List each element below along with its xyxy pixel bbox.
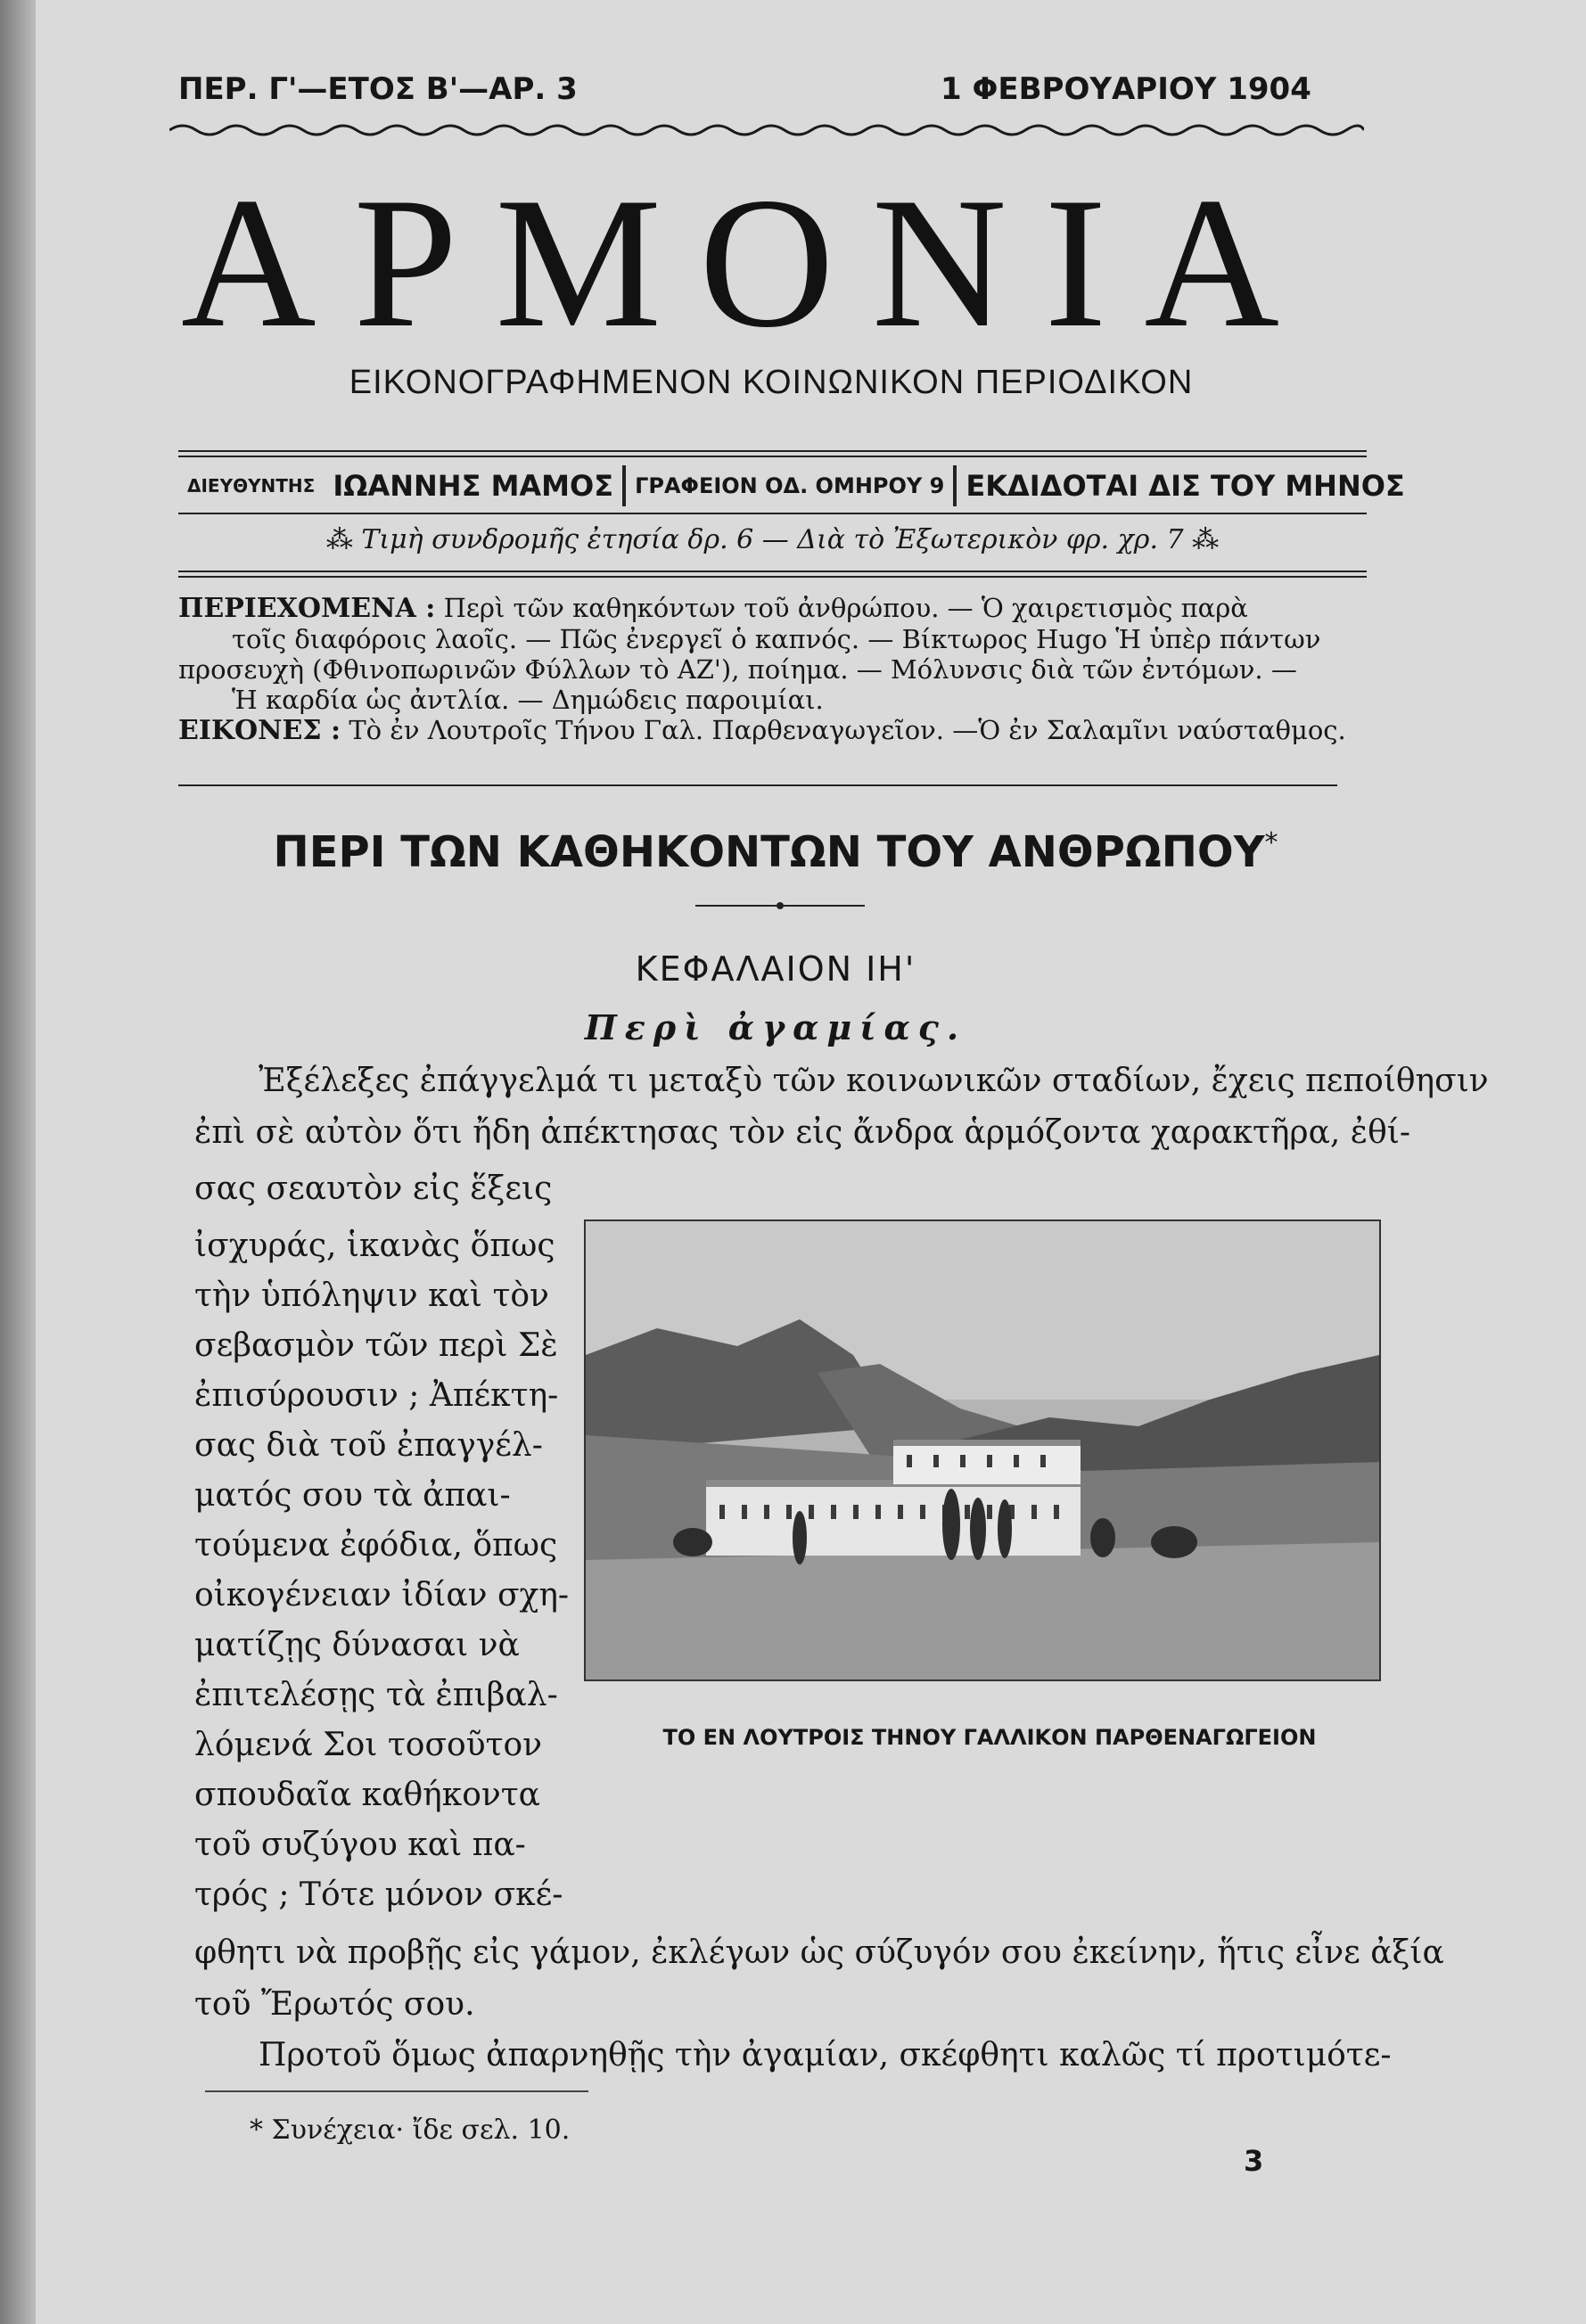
table-of-contents bbox=[178, 593, 1373, 746]
body-line: σας σεαυτὸν εἰς ἕξεις bbox=[194, 1170, 553, 1207]
column-line: λόμενά Σοι τοσοῦτον bbox=[194, 1727, 543, 1763]
footnote-rule bbox=[205, 2090, 588, 2092]
column-line: σας διὰ τοῦ ἐπαγγέλ- bbox=[194, 1427, 543, 1464]
column-line: ματίζῃς δύνασαι νὰ bbox=[194, 1627, 520, 1663]
divider-ornament bbox=[695, 899, 865, 913]
photo-illustration bbox=[586, 1221, 1379, 1679]
article-title-text: ΠΕΡΙ ΤΩΝ ΚΑΘΗΚΟΝΤΩΝ ΤΟΥ ΑΝΘΡΩΠΟΥ bbox=[273, 827, 1265, 877]
masthead-subtitle: ΕΙΚΟΝΟΓΡΑΦΗΜΕΝΟΝ ΚΟΙΝΩΝΙΚΟΝ ΠΕΡΙΟΔΙΚΟΝ bbox=[349, 364, 1194, 401]
column-line: τοῦ συζύγου καὶ πα- bbox=[194, 1827, 526, 1863]
column-line: τρός ; Τότε μόνον σκέ- bbox=[194, 1876, 563, 1913]
journal-page bbox=[36, 0, 1586, 2324]
ornament-right: ⁂ bbox=[1183, 524, 1220, 555]
info-rule-top bbox=[178, 450, 1367, 452]
issue-info: ΠΕΡ. Γ'—ΕΤΟΣ Β'—ΑΡ. 3 bbox=[178, 71, 578, 107]
contents-line: προσευχὴ (Φθινοπωρινῶν Φύλλων τὸ ΑΖ'), ποίημα. — Μόλυνσις διὰ τῶν ἐντόμων. — bbox=[178, 654, 1297, 685]
contents-line: Ἡ καρδία ὡς ἀντλία. — Δημώδεις παροιμίαι. bbox=[232, 685, 824, 715]
convent-photograph bbox=[584, 1219, 1381, 1681]
contents-rule-bottom bbox=[178, 784, 1337, 786]
page-edge-shadow bbox=[0, 0, 36, 2324]
price-text: Τιμὴ συνδρομῆς ἐτησία δρ. 6 — Διὰ τὸ Ἐξωτερικὸν φρ. χρ. 7 bbox=[361, 524, 1184, 555]
contents-line: τοῖς διαφόροις λαοῖς. — Πῶς ἐνεργεῖ ὁ καπνός. — Βίκτωρος Hugo Ἡ ὑπὲρ πάντων bbox=[232, 624, 1321, 654]
info-bar bbox=[178, 464, 1405, 508]
column-line: σπουδαῖα καθήκοντα bbox=[194, 1777, 540, 1813]
body-line: τοῦ Ἔρωτός σου. bbox=[194, 1986, 475, 2023]
column-line: σεβασμὸν τῶν περὶ Σὲ bbox=[194, 1327, 558, 1364]
section-subheading: Περὶ ἀγαμίας. bbox=[584, 1007, 967, 1047]
footnote-mark: * bbox=[1264, 827, 1278, 858]
column-line: ἰσχυράς, ἱκανὰς ὅπως bbox=[194, 1228, 555, 1264]
contents-rule-top bbox=[178, 571, 1367, 572]
body-line: Προτοῦ ὅμως ἀπαρνηθῇς τὴν ἀγαμίαν, σκέφθητι καλῶς τί προτιμότε- bbox=[259, 2037, 1392, 2074]
contents-rule-top-2 bbox=[178, 576, 1367, 578]
body-column bbox=[194, 1221, 587, 1920]
column-line: ματός σου τὰ ἀπαι- bbox=[194, 1477, 511, 1514]
page-number: 3 bbox=[1244, 2144, 1264, 2178]
ornament-left: ⁂ bbox=[325, 524, 362, 555]
column-line: τὴν ὑπόληψιν καὶ τὸν bbox=[194, 1277, 549, 1314]
column-line: ἐπιτελέσῃς τὰ ἐπιβαλ- bbox=[194, 1677, 558, 1713]
figure-caption: ΤΟ ΕΝ ΛΟΥΤΡΟΙΣ ΤΗΝΟΥ ΓΑΛΛΙΚΟΝ ΠΑΡΘΕΝΑΓΩΓΕΙΟΝ bbox=[662, 1725, 1317, 1750]
office-address: ΓΡΑΦΕΙΟΝ ΟΔ. ΟΜΗΡΟΥ 9 bbox=[635, 473, 945, 498]
column-line: οἰκογένειαν ἰδίαν σχη- bbox=[194, 1577, 570, 1614]
footnote: * Συνέχεια· ἴδε σελ. 10. bbox=[250, 2115, 571, 2146]
body-line: ἐπὶ σὲ αὐτὸν ὅτι ἤδη ἀπέκτησας τὸν εἰς ἄνδρα ἁρμόζοντα χαρακτῆρα, ἐθί- bbox=[194, 1114, 1411, 1151]
images-text: Τὸ ἐν Λουτροῖς Τήνου Γαλ. Παρθεναγωγεῖον. —Ὁ ἐν Σαλαμῖνι ναύσταθμος. bbox=[349, 715, 1346, 745]
publication-frequency: ΕΚΔΙΔΟΤΑΙ ΔΙΣ ΤΟΥ ΜΗΝΟΣ bbox=[966, 469, 1405, 503]
body-line: φθητι νὰ προβῇς εἰς γάμον, ἐκλέγων ὡς σύζυγόν σου ἐκείνην, ἥτις εἶνε ἀξία bbox=[194, 1934, 1444, 1971]
article-title bbox=[178, 827, 1373, 877]
info-rule-bottom bbox=[178, 513, 1367, 514]
column-line: τούμενα ἐφόδια, ὅπως bbox=[194, 1527, 558, 1564]
issue-date: 1 ΦΕΒΡΟΥΑΡΙΟΥ 1904 bbox=[941, 71, 1311, 107]
wavy-rule-ornament bbox=[169, 118, 1364, 139]
director-name: ΙΩΑΝΝΗΣ ΜΑΜΟΣ bbox=[333, 469, 614, 503]
body-line: Ἐξέλεξες ἐπάγγελμά τι μεταξὺ τῶν κοινωνικῶν σταδίων, ἔχεις πεποίθησιν bbox=[259, 1063, 1489, 1099]
masthead-title: ΑΡΜΟΝΙΑ bbox=[180, 160, 1318, 366]
column-line: ἐπισύρουσιν ; Ἀπέκτη- bbox=[194, 1377, 559, 1414]
subscription-price bbox=[178, 524, 1367, 555]
chapter-heading: ΚΕΦΑΛΑΙΟΝ ΙΗ' bbox=[635, 949, 916, 989]
info-rule-top-2 bbox=[178, 456, 1367, 457]
contents-line: Περὶ τῶν καθηκόντων τοῦ ἀνθρώπου. — Ὁ χαιρετισμὸς παρὰ bbox=[443, 593, 1248, 623]
contents-label: ΠΕΡΙΕΧΟΜΕΝΑ : bbox=[178, 593, 436, 624]
director-label: ΔΙΕΥΘΥΝΤΗΣ bbox=[187, 475, 316, 497]
images-label: ΕΙΚΟΝΕΣ : bbox=[178, 715, 341, 746]
